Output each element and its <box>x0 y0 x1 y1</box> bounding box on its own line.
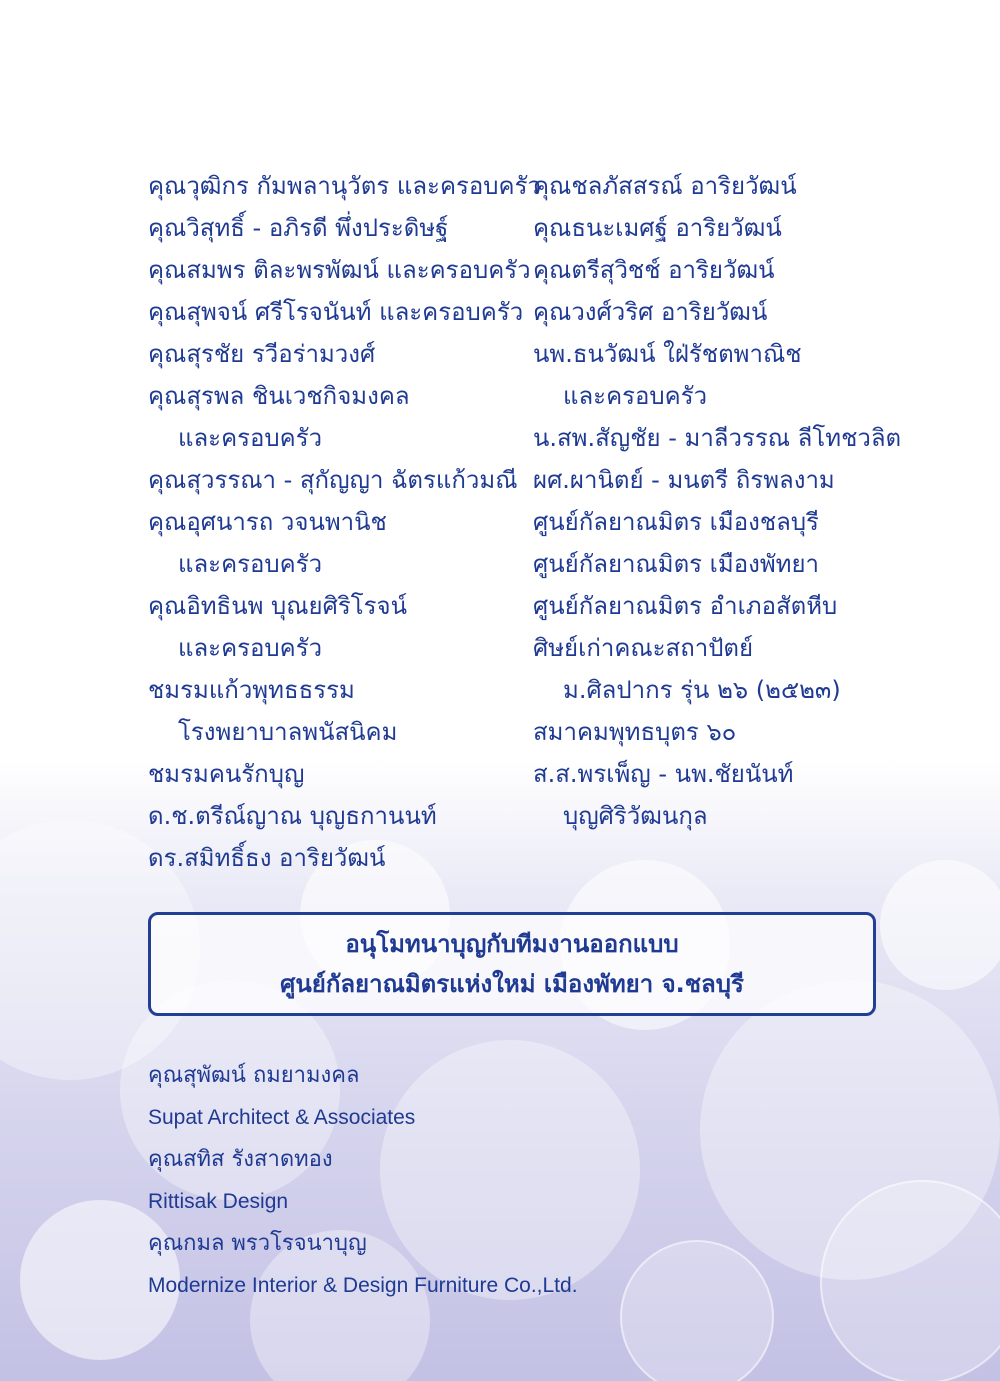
donor-name: คุณตรีสุวิชช์ อาริยวัฒน์ <box>533 256 775 284</box>
donor-name: คุณอิทธินพ บุณยศิริโรจน์ <box>148 592 407 620</box>
person-name: คุณสุพัฒน์ ถมยามงคล <box>148 1063 360 1088</box>
donor-name: โรงพยาบาลพนัสนิคม <box>178 718 398 746</box>
donor-name: ส.ส.พรเพ็ญ - นพ.ชัยนันท์ <box>533 760 794 788</box>
donor-name: และครอบครัว <box>178 424 323 452</box>
donor-name: คุณอุศนารถ วจนพานิช <box>148 508 387 536</box>
donor-name: ดร.สมิทธิ์ธง อาริยวัฒน์ <box>148 844 386 872</box>
donor-list-left <box>148 165 541 879</box>
donor-name: คุณวุฒิกร กัมพลานุวัตร และครอบครัว <box>148 172 541 200</box>
donor-name: ม.ศิลปากร รุ่น ๒๖ (๒๕๒๓) <box>563 676 841 704</box>
donor-list-right <box>533 165 933 837</box>
donor-name: และครอบครัว <box>178 634 323 662</box>
donor-name: นพ.ธนวัฒน์ ใฝ่รัชตพาณิช <box>533 340 802 368</box>
donor-name: คุณสุรพล ชินเวชกิจมงคล <box>148 382 410 410</box>
design-team-credits <box>148 1055 908 1307</box>
donor-name: และครอบครัว <box>563 382 708 410</box>
donor-name: สมาคมพุทธบุตร ๖๐ <box>533 718 737 746</box>
donor-name: คุณธนะเมศฐ์ อาริยวัฒน์ <box>533 214 782 242</box>
donor-name: ศิษย์เก่าคณะสถาปัตย์ <box>533 634 754 662</box>
donor-name: ชมรมแก้วพุทธธรรม <box>148 676 355 704</box>
donor-name: ศูนย์กัลยาณมิตร เมืองชลบุรี <box>533 508 819 536</box>
donor-name: คุณวงศ์วริศ อาริยวัฒน์ <box>533 298 768 326</box>
donor-name: คุณสมพร ติละพรพัฒน์ และครอบครัว <box>148 256 531 284</box>
bokeh-decoration <box>880 860 1000 990</box>
donor-name: และครอบครัว <box>178 550 323 578</box>
donor-name: ศูนย์กัลยาณมิตร อำเภอสัตหีบ <box>533 592 838 620</box>
company-name: Supat Architect & Associates <box>148 1106 416 1129</box>
banner-line-1: อนุโมทนาบุญกับทีมงานออกแบบ <box>345 930 679 958</box>
company-name: Modernize Interior & Design Furniture Co.,Ltd. <box>148 1274 578 1297</box>
company-name: Rittisak Design <box>148 1190 289 1213</box>
banner-line-2: ศูนย์กัลยาณมิตรแห่งใหม่ เมืองพัทยา จ.ชลบุรี <box>280 970 744 998</box>
donor-name: บุญศิริวัฒนกุล <box>563 802 708 830</box>
person-name: คุณสทิส รังสาดทอง <box>148 1147 333 1172</box>
donor-name: น.สพ.สัญชัย - มาลีวรรณ ลีโทชวลิต <box>533 424 902 452</box>
donor-name: ผศ.ผานิตย์ - มนตรี ถิรพลงาม <box>533 466 835 494</box>
donor-name: คุณวิสุทธิ์ - อภิรดี พึ่งประดิษฐ์ <box>148 214 449 242</box>
donor-name: ด.ช.ตรีณ์ญาณ บุญธกานนท์ <box>148 802 437 830</box>
donor-name: คุณสุพจน์ ศรีโรจนันท์ และครอบครัว <box>148 298 524 326</box>
design-team-banner <box>148 912 876 1016</box>
donor-name: ชมรมคนรักบุญ <box>148 760 305 788</box>
donor-name: คุณสุวรรณา - สุกัญญา ฉัตรแก้วมณี <box>148 466 518 494</box>
person-name: คุณกมล พรวโรจนาบุญ <box>148 1231 367 1256</box>
donor-name: คุณชลภัสสรณ์ อาริยวัฒน์ <box>533 172 797 200</box>
donor-name: คุณสุรชัย รวีอร่ามวงศ์ <box>148 340 376 368</box>
donor-name: ศูนย์กัลยาณมิตร เมืองพัทยา <box>533 550 820 578</box>
